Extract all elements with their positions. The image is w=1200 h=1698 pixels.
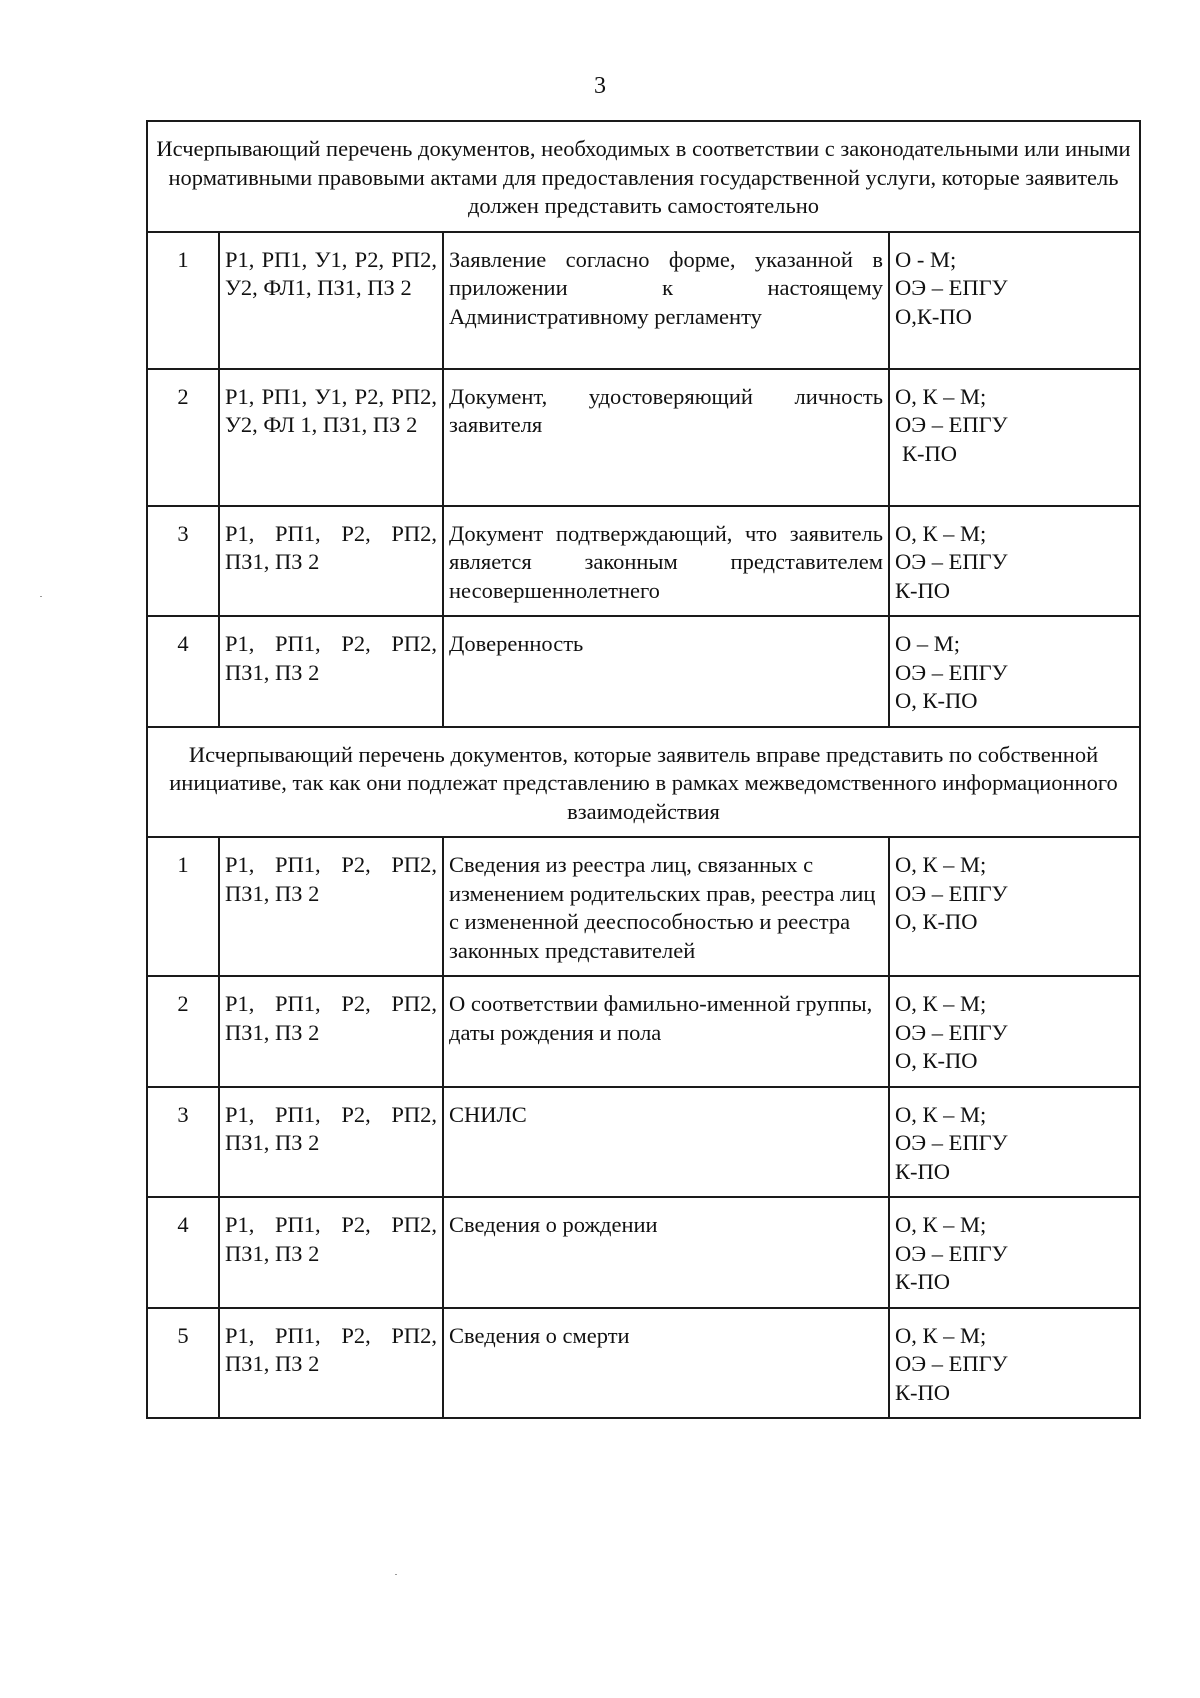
applicant-codes: Р1, РП1, Р2, РП2, ПЗ1, ПЗ 2: [219, 837, 443, 976]
method-line: О, К – М;: [895, 383, 987, 409]
submission-methods: [889, 837, 1140, 976]
method-line: ОЭ – ЕПГУ: [895, 659, 1008, 685]
method-line: ОЭ – ЕПГУ: [895, 1351, 1008, 1376]
method-line: О, К – М;: [895, 852, 987, 877]
method-line: О, К – М;: [895, 991, 987, 1016]
row-number: 3: [147, 506, 219, 617]
method-line: ОЭ – ЕПГУ: [895, 1130, 1008, 1155]
scan-speck: [40, 596, 42, 597]
scan-speck: [395, 1574, 397, 1575]
row-number: 2: [147, 976, 219, 1087]
method-line: К-ПО: [895, 1158, 950, 1184]
document-title: Сведения о смерти: [443, 1308, 889, 1419]
table-row: [147, 837, 1140, 976]
submission-methods: [889, 232, 1140, 369]
row-number: 1: [147, 232, 219, 369]
applicant-codes: Р1, РП1, У1, Р2, РП2, У2, ФЛ 1, ПЗ1, ПЗ 2: [219, 369, 443, 506]
row-number: 4: [147, 1197, 219, 1308]
method-line: О, К-ПО: [895, 909, 978, 934]
method-line: ОЭ – ЕПГУ: [895, 1019, 1008, 1045]
document-title: СНИЛС: [443, 1087, 889, 1198]
row-number: 1: [147, 837, 219, 976]
table-row: [147, 616, 1140, 727]
method-line: О,К-ПО: [895, 303, 972, 329]
applicant-codes: Р1, РП1, Р2, РП2, ПЗ1, ПЗ 2: [219, 1087, 443, 1198]
document-title: Документ, удостоверяющий личность заявителя: [443, 369, 889, 506]
method-line: ОЭ – ЕПГУ: [895, 412, 1008, 437]
document-title: Заявление согласно форме, указанной в приложении к настоящему Административному регламенту: [443, 232, 889, 369]
table-row: [147, 1308, 1140, 1419]
document-title: Сведения из реестра лиц, связанных с изменением родительских прав, реестра лиц с измененной дееспособностью и реестра законных представителей: [443, 837, 889, 976]
method-line: О – М;: [895, 631, 961, 656]
method-line: К-ПО: [895, 1269, 950, 1294]
table-row: [147, 1197, 1140, 1308]
submission-methods: [889, 1308, 1140, 1419]
method-line: К-ПО: [895, 1379, 950, 1405]
row-number: 3: [147, 1087, 219, 1198]
table-row: [147, 232, 1140, 369]
submission-methods: [889, 976, 1140, 1087]
applicant-codes: Р1, РП1, Р2, РП2, ПЗ1, ПЗ 2: [219, 506, 443, 617]
method-line: О, К-ПО: [895, 688, 978, 713]
row-number: 4: [147, 616, 219, 727]
document-title: Сведения о рождении: [443, 1197, 889, 1308]
method-line: ОЭ – ЕПГУ: [895, 880, 1008, 906]
table-row: [147, 506, 1140, 617]
document-title: Документ подтверждающий, что заявитель является законным представителем несовершеннолетнего: [443, 506, 889, 617]
method-line: О, К – М;: [895, 1212, 987, 1237]
method-line: О, К – М;: [895, 1101, 987, 1127]
method-line: О - М;: [895, 246, 957, 272]
submission-methods: [889, 1197, 1140, 1308]
section-header-mandatory: Исчерпывающий перечень документов, необходимых в соответствии с законодательными или иными нормативными правовыми актами для предоставления государственной услуги, которые заявитель должен представить самостоятельно: [147, 121, 1140, 232]
documents-table: [146, 120, 1141, 1419]
submission-methods: [889, 1087, 1140, 1198]
method-line: О, К – М;: [895, 520, 987, 546]
section-header-optional: Исчерпывающий перечень документов, которые заявитель вправе представить по собственной инициативе, так как они подлежат представлению в рамках межведомственного информационного взаимодействия: [147, 727, 1140, 838]
page-number: 3: [594, 73, 606, 99]
row-number: 5: [147, 1308, 219, 1419]
method-line: О, К – М;: [895, 1322, 987, 1348]
section-header-row: [147, 121, 1140, 232]
submission-methods: [889, 616, 1140, 727]
applicant-codes: Р1, РП1, Р2, РП2, ПЗ1, ПЗ 2: [219, 616, 443, 727]
table-row: [147, 369, 1140, 506]
applicant-codes: Р1, РП1, Р2, РП2, ПЗ1, ПЗ 2: [219, 1197, 443, 1308]
applicant-codes: Р1, РП1, Р2, РП2, ПЗ1, ПЗ 2: [219, 976, 443, 1087]
document-title: Доверенность: [443, 616, 889, 727]
method-line: ОЭ – ЕПГУ: [895, 549, 1008, 574]
method-line: К-ПО: [895, 577, 950, 603]
submission-methods: [889, 369, 1140, 506]
document-title: О соответствии фамильно-именной группы, даты рождения и пола: [443, 976, 889, 1087]
table-row: [147, 976, 1140, 1087]
submission-methods: [889, 506, 1140, 617]
applicant-codes: Р1, РП1, У1, Р2, РП2, У2, ФЛ1, ПЗ1, ПЗ 2: [219, 232, 443, 369]
row-number: 2: [147, 369, 219, 506]
applicant-codes: Р1, РП1, Р2, РП2, ПЗ1, ПЗ 2: [219, 1308, 443, 1419]
section-header-row: [147, 727, 1140, 838]
method-line: К-ПО: [902, 440, 957, 466]
method-line: ОЭ – ЕПГУ: [895, 1240, 1008, 1266]
method-line: О, К-ПО: [895, 1048, 978, 1073]
method-line: ОЭ – ЕПГУ: [895, 275, 1008, 300]
table-row: [147, 1087, 1140, 1198]
